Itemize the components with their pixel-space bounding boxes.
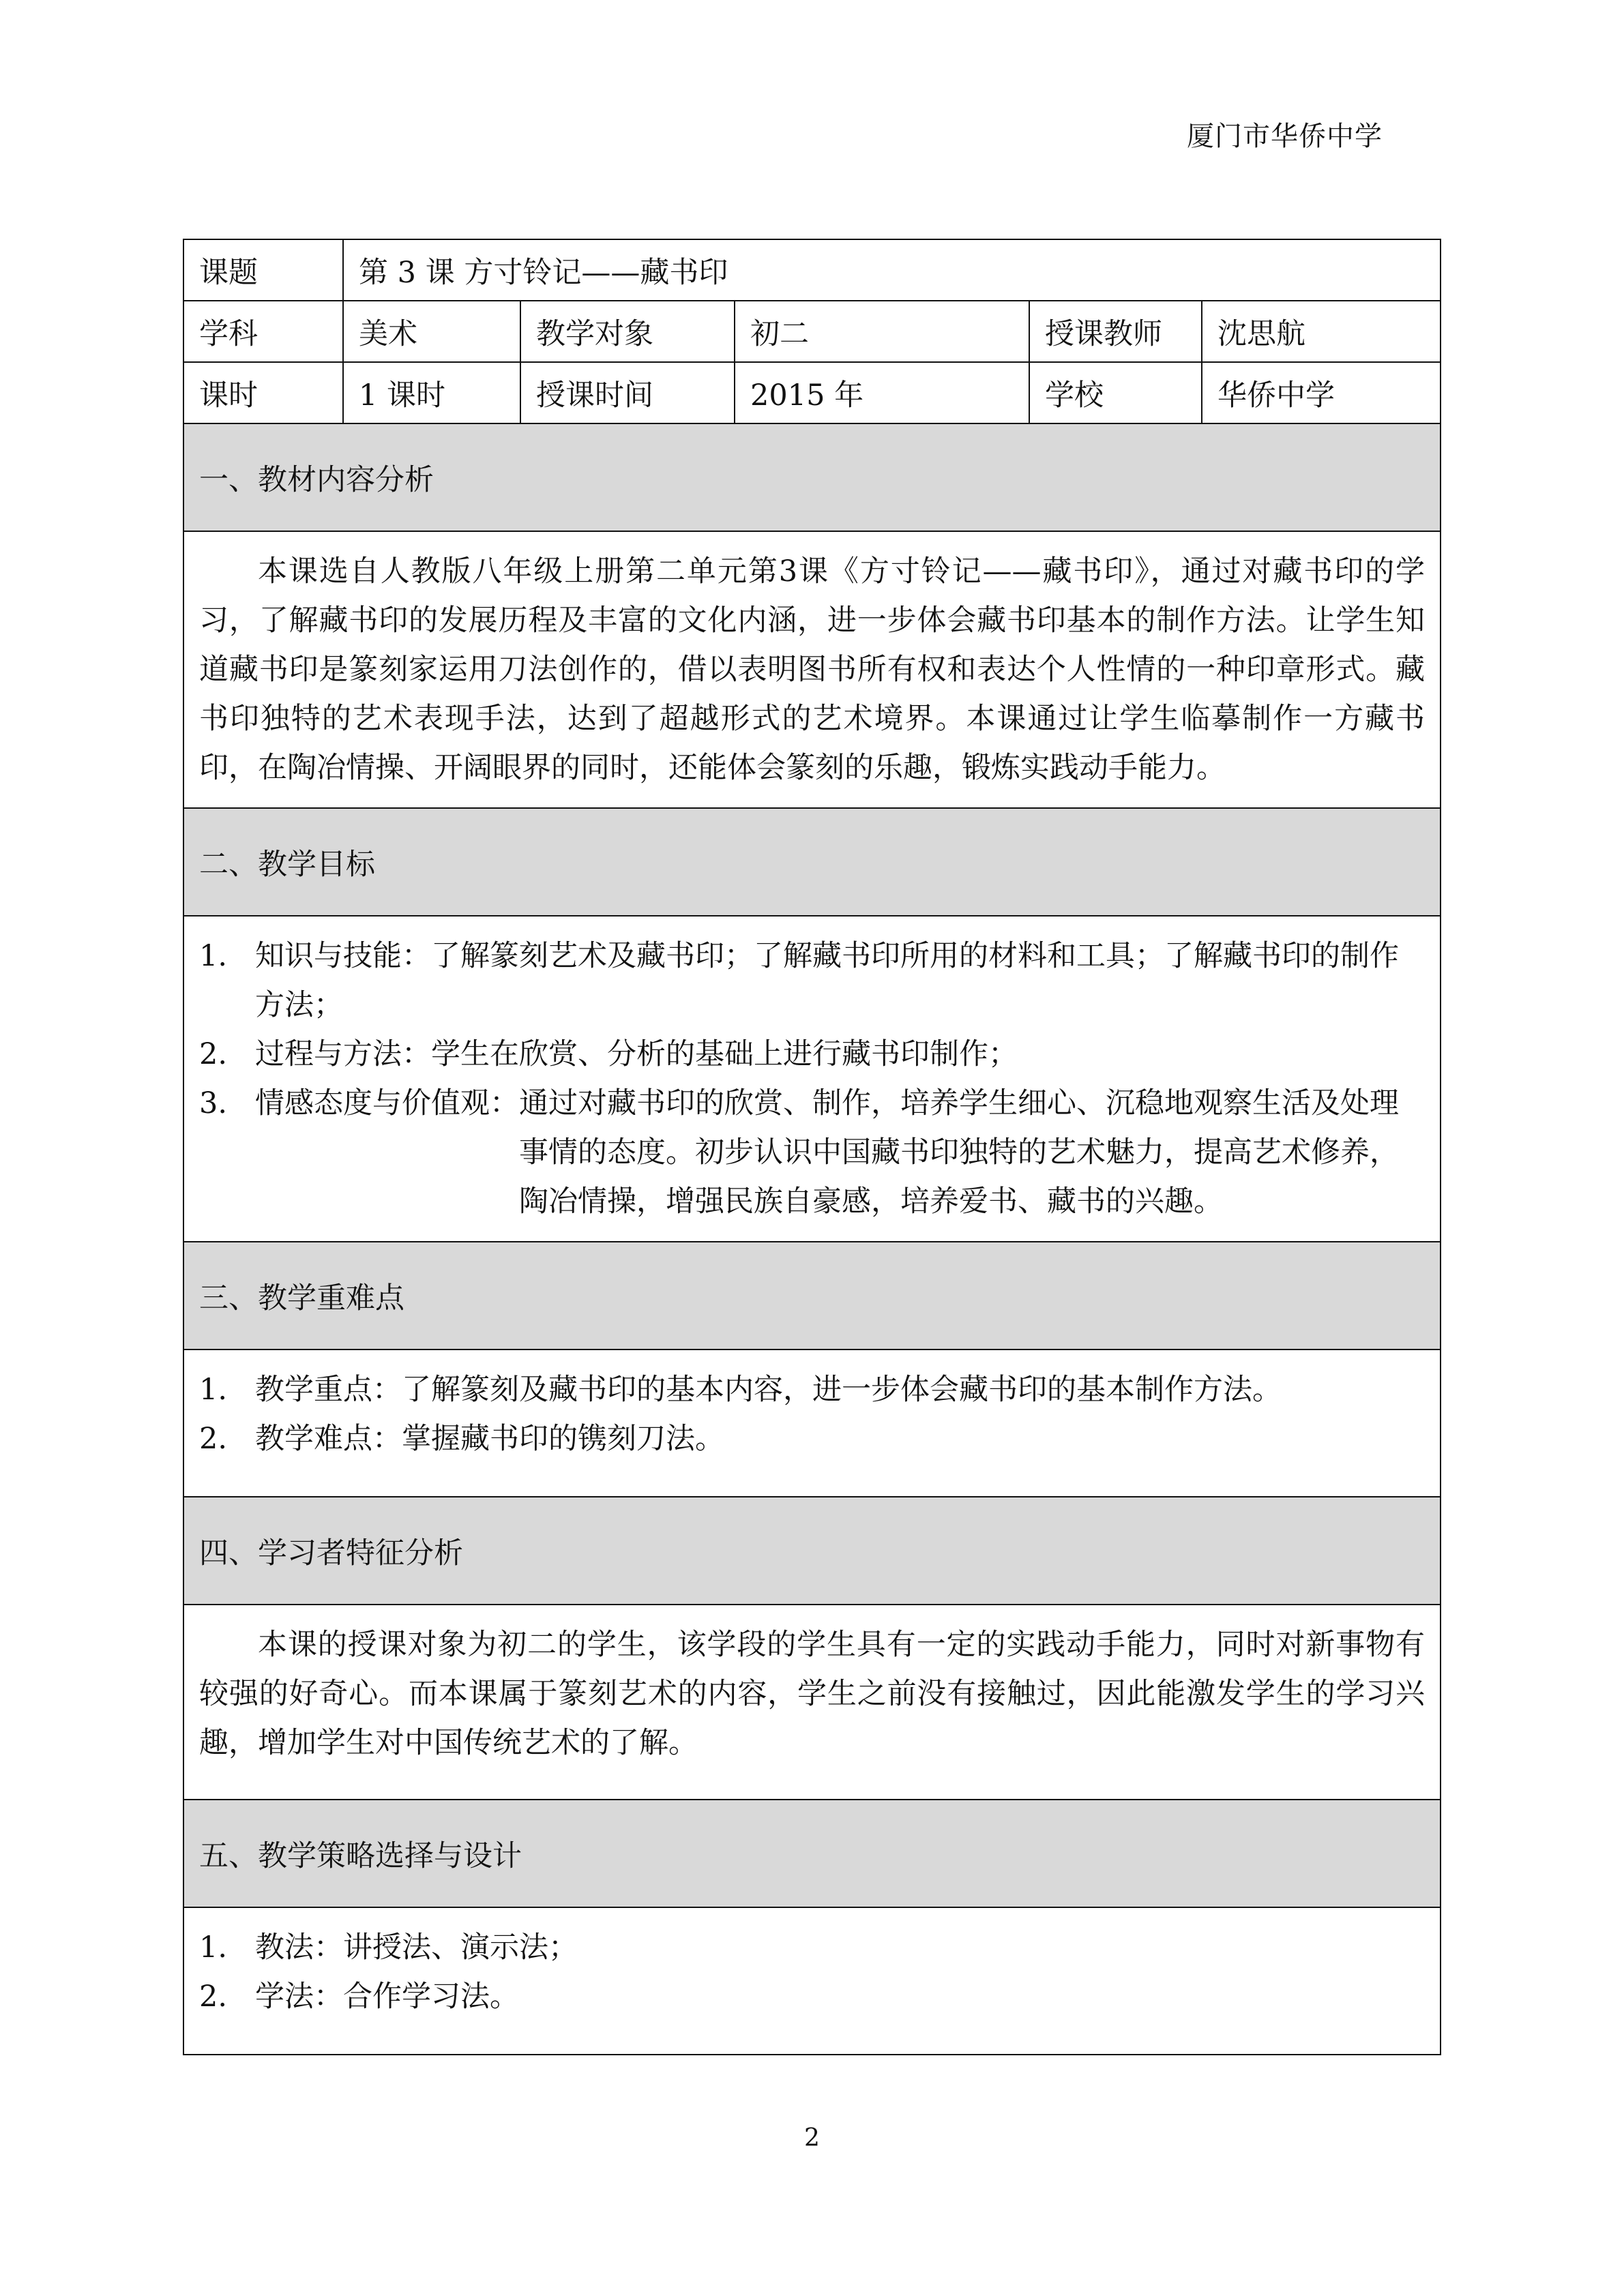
hours-value: 1 课时 [343, 362, 520, 423]
teacher-value: 沈思航 [1202, 301, 1441, 362]
section-4-paragraph: 本课的授课对象为初二的学生，该学段的学生具有一定的实践动手能力，同时对新事物有较强的好奇心。而本课属于篆刻艺术的内容，学生之前没有接触过，因此能激发学生的学习兴趣，增加学生对中国传统艺术的了解。 [199, 1628, 1426, 1760]
item-text: 学法：合作学习法。 [255, 1980, 519, 2014]
time-label: 授课时间 [520, 362, 735, 423]
item-number: 1. [199, 1373, 228, 1407]
time-value: 2015 年 [735, 362, 1029, 423]
subject-label: 学科 [183, 301, 343, 362]
school-label: 学校 [1029, 362, 1202, 423]
item-body: 通过对藏书印的欣赏、制作，培养学生细心、沉稳地观察生活及处理事情的态度。初步认识中国藏书印独特的艺术魅力，提高艺术修养，陶冶情操，增强民族自豪感，培养爱书、藏书的兴趣。 [519, 1086, 1399, 1219]
keypoint-item [199, 1414, 1425, 1463]
topic-value: 第 3 课 方寸铃记——藏书印 [343, 239, 1441, 301]
subject-value: 美术 [343, 301, 520, 362]
section-3-header [183, 1242, 1441, 1350]
objective-item [199, 1030, 1425, 1079]
section-1-title: 一、教材内容分析 [183, 423, 1441, 531]
item-number: 2. [199, 1980, 228, 2014]
topic-label: 课题 [183, 239, 343, 301]
section-5-title: 五、教学策略选择与设计 [183, 1800, 1441, 1907]
section-2-body [183, 916, 1441, 1242]
section-4-title: 四、学习者特征分析 [183, 1497, 1441, 1605]
objective-item [199, 1079, 1425, 1226]
objective-item [199, 931, 1425, 1030]
item-text: 教法：讲授法、演示法； [255, 1930, 578, 1965]
audience-value: 初二 [735, 301, 1029, 362]
section-1-body [183, 531, 1441, 808]
section-1-header [183, 423, 1441, 531]
school-header: 厦门市华侨中学 [1187, 121, 1383, 152]
item-number: 2. [199, 1037, 228, 1071]
section-2-title: 二、教学目标 [183, 808, 1441, 916]
section-1-paragraph: 本课选自人教版八年级上册第二单元第3课《方寸铃记——藏书印》，通过对藏书印的学习，了解藏书印的发展历程及丰富的文化内涵，进一步体会藏书印基本的制作方法。让学生知道藏书印是篆刻家运用刀法创作的，借以表明图书所有权和表达个人性情的一种印章形式。藏书印独特的艺术表现手法，达到了超越形式的艺术境界。本课通过让学生临摹制作一方藏书印，在陶冶情操、开阔眼界的同时，还能体会篆刻的乐趣，锻炼实践动手能力。 [199, 554, 1426, 785]
item-number: 1. [199, 939, 228, 973]
item-label: 情感态度与价值观： [255, 1086, 519, 1120]
section-4-header [183, 1497, 1441, 1605]
hours-label: 课时 [183, 362, 343, 423]
item-number: 1. [199, 1930, 228, 1965]
item-text [255, 1079, 1425, 1226]
strategy-item [199, 1923, 1425, 1972]
section-4-body [183, 1605, 1441, 1800]
section-3-title: 三、教学重难点 [183, 1242, 1441, 1350]
page-number: 2 [804, 2124, 820, 2152]
item-text: 知识与技能：了解篆刻艺术及藏书印；了解藏书印所用的材料和工具；了解藏书印的制作方法； [255, 939, 1399, 1022]
section-5-header [183, 1800, 1441, 1907]
topic-row [183, 239, 1441, 301]
item-text: 教学难点：掌握藏书印的镌刻刀法。 [255, 1422, 724, 1456]
teacher-label: 授课教师 [1029, 301, 1202, 362]
keypoint-item [199, 1365, 1425, 1414]
item-number: 2. [199, 1422, 228, 1456]
subject-row [183, 301, 1441, 362]
strategy-item [199, 1972, 1425, 2021]
section-2-header [183, 808, 1441, 916]
lesson-plan-table [183, 239, 1441, 2055]
section-3-body [183, 1350, 1441, 1497]
item-number: 3. [199, 1086, 228, 1120]
item-text: 教学重点：了解篆刻及藏书印的基本内容，进一步体会藏书印的基本制作方法。 [255, 1373, 1282, 1407]
item-text: 过程与方法：学生在欣赏、分析的基础上进行藏书印制作； [255, 1037, 1018, 1071]
school-value: 华侨中学 [1202, 362, 1441, 423]
audience-label: 教学对象 [520, 301, 735, 362]
hours-row [183, 362, 1441, 423]
section-5-body [183, 1907, 1441, 2055]
